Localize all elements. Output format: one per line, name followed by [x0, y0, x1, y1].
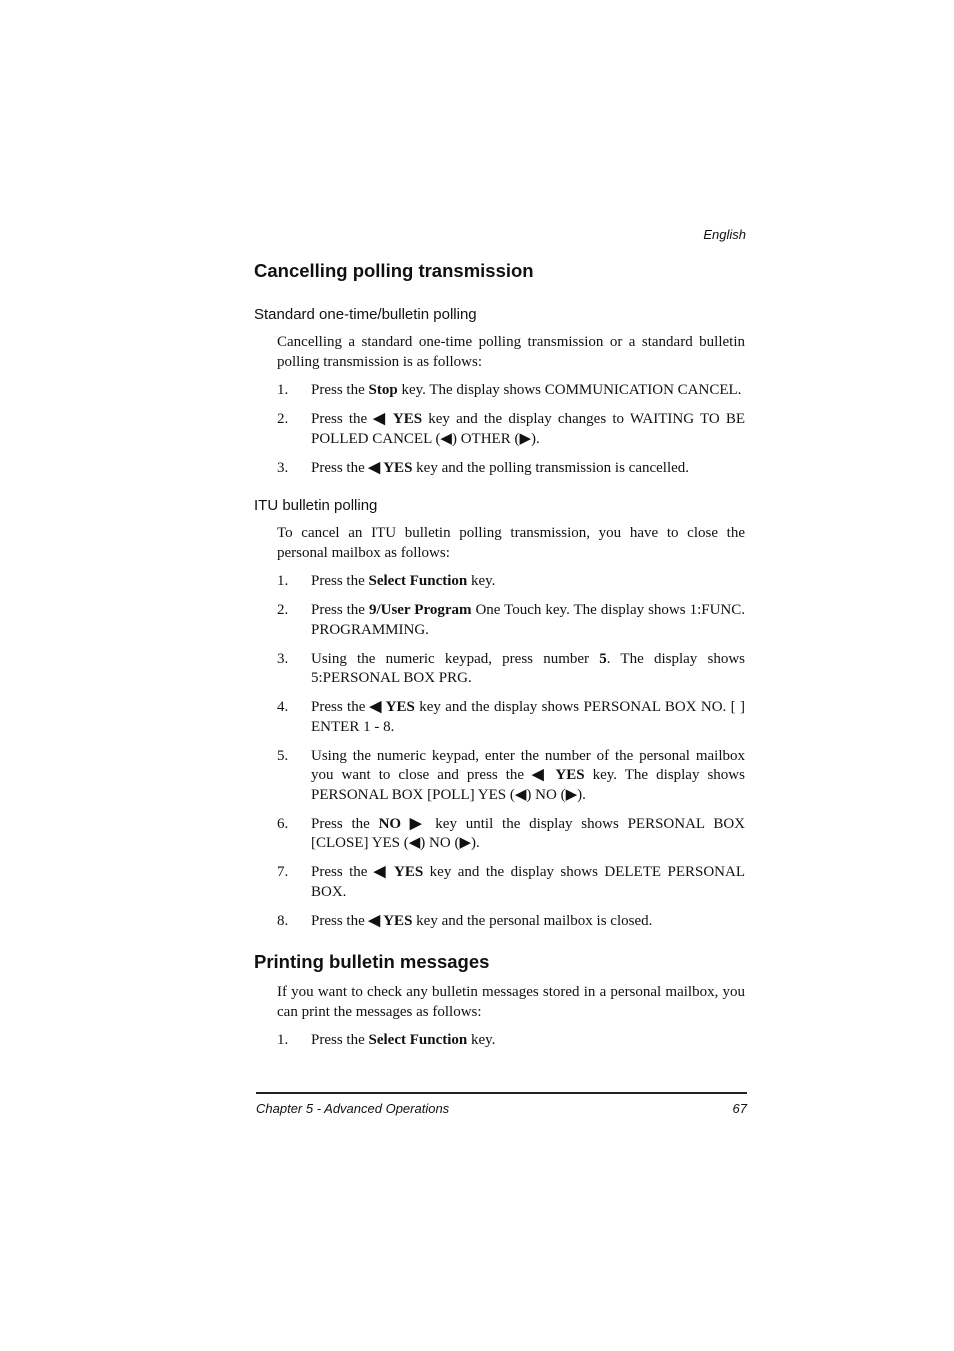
steps-standard — [254, 381, 745, 478]
step-key-name: ◀ YES — [373, 411, 423, 427]
step-number: 4. — [277, 699, 289, 715]
list-item — [254, 863, 745, 902]
step-text: Press the — [311, 382, 369, 398]
step-text: Press the — [311, 864, 374, 880]
list-item — [254, 572, 745, 592]
section-title-cancelling: Cancelling polling transmission — [254, 260, 534, 281]
step-text: key. The display shows PERSONAL BOX [POLL] YES (◀) NO (▶). — [311, 767, 745, 803]
step-text: Press the — [311, 815, 379, 832]
steps-itu — [254, 572, 745, 931]
step-key-name: ◀ YES — [368, 912, 413, 929]
step-number: 7. — [277, 864, 289, 880]
list-item — [254, 1031, 745, 1051]
intro-standard: Cancelling a standard one-time polling transmission or a standard bulletin polling transmission is as follows: — [277, 334, 745, 370]
step-text: One Touch key. The display shows 1:FUNC. PROGRAMMING. — [311, 602, 746, 638]
page-content — [254, 258, 745, 1060]
list-item — [254, 912, 745, 932]
step-text: key. The display shows COMMUNICATION CANCEL. — [397, 382, 742, 398]
step-number: 1. — [277, 573, 289, 589]
step-text: . The display shows 5:PERSONAL BOX PRG. — [311, 650, 745, 686]
step-number: 6. — [277, 815, 289, 832]
footer-chapter: Chapter 5 - Advanced Operations — [256, 1101, 450, 1116]
intro-printing: If you want to check any bulletin messages stored in a personal mailbox, you can print the messages as follows: — [277, 984, 745, 1020]
subsection-title-standard: Standard one-time/bulletin polling — [254, 306, 477, 323]
step-key-name: ◀ YES — [373, 864, 424, 880]
step-number: 3. — [277, 650, 289, 667]
list-item — [254, 381, 745, 401]
step-key-name: Stop — [368, 382, 398, 398]
step-number: 1. — [277, 1032, 289, 1048]
step-number: 2. — [277, 602, 289, 618]
step-text: Using the numeric keypad, enter the number of the personal mailbox you want to close and press the — [311, 747, 745, 783]
list-item — [254, 698, 745, 737]
list-item — [254, 650, 745, 689]
step-number: 3. — [277, 459, 289, 476]
step-text: key and the display changes to WAITING TO BE POLLED CANCEL (◀) OTHER (▶). — [311, 411, 745, 447]
step-key-name: ◀ YES — [532, 767, 585, 783]
footer-divider — [256, 1092, 747, 1094]
step-text: Press the — [311, 912, 369, 929]
step-key-name: ◀ YES — [369, 699, 415, 715]
step-text: Using the numeric keypad, press number — [311, 650, 600, 667]
step-text: Press the — [311, 1032, 369, 1048]
step-key-name: 9/User Program — [368, 602, 472, 618]
step-text: key. — [467, 1032, 496, 1048]
subsection-title-itu: ITU bulletin polling — [254, 497, 378, 514]
step-text: Press the — [311, 699, 370, 715]
step-text: Press the — [311, 411, 374, 427]
step-number: 2. — [277, 411, 289, 427]
step-text: Press the — [311, 459, 369, 476]
step-text: Press the — [311, 602, 369, 618]
step-number: 8. — [277, 912, 289, 929]
steps-printing — [254, 1031, 745, 1051]
list-item — [254, 747, 745, 806]
footer-page-number: 67 — [732, 1101, 747, 1116]
step-number: 5. — [277, 747, 289, 764]
step-text: key. — [467, 573, 496, 589]
header-language: English — [703, 227, 746, 242]
step-key-name: Select Function — [368, 573, 468, 589]
step-text: key and the display shows PERSONAL BOX NO. [ ] ENTER 1 - 8. — [311, 699, 745, 735]
step-text: key and the display shows DELETE PERSONAL BOX. — [311, 864, 745, 900]
list-item — [254, 601, 745, 640]
step-text: key until the display shows PERSONAL BOX [CLOSE] YES (◀) NO (▶). — [311, 815, 746, 851]
step-text: key and the polling transmission is cancelled. — [412, 459, 690, 476]
step-text: Press the — [311, 573, 369, 589]
list-item — [254, 410, 745, 449]
section-title-printing: Printing bulletin messages — [254, 951, 490, 972]
step-key-name: NO ▶ — [378, 815, 427, 832]
list-item — [254, 459, 745, 479]
step-key-name: ◀ YES — [368, 459, 413, 476]
step-text: key and the personal mailbox is closed. — [412, 912, 653, 929]
step-key-name: Select Function — [368, 1032, 468, 1048]
intro-itu: To cancel an ITU bulletin polling transmission, you have to close the personal mailbox as follows: — [277, 525, 745, 561]
step-number: 1. — [277, 382, 289, 398]
list-item — [254, 815, 745, 854]
step-key-name: 5 — [599, 650, 607, 667]
